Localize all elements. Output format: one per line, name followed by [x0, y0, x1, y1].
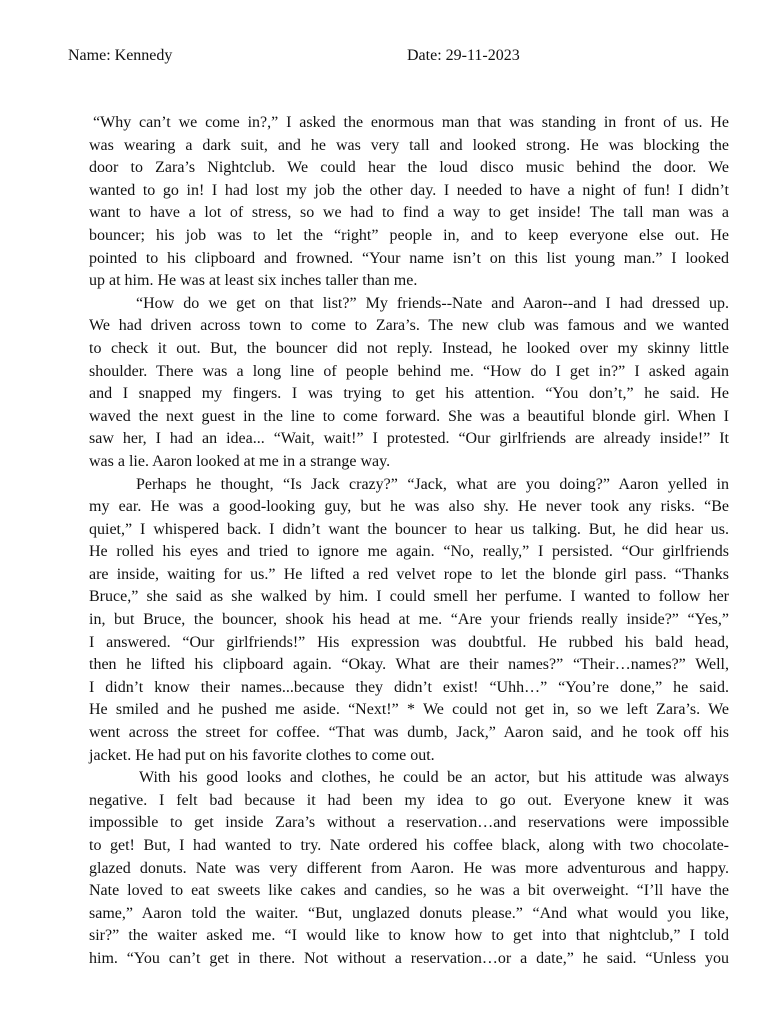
- text-line: impossible to get inside Zara’s without a reservation…and reservations were impossible: [89, 814, 729, 832]
- text-line: “How do we get on that list?” My friends--Nate and Aaron--and I had dressed up.: [136, 294, 729, 312]
- text-line: I answered. “Our girlfriends!” His expression was doubtful. He rubbed his bald head,: [89, 633, 729, 651]
- text-line: was a lie. Aaron looked at me in a strange way.: [89, 452, 391, 470]
- text-line: wanted to go in! I had lost my job the other day. I needed to have a night of fun! I didn’t: [89, 181, 729, 199]
- text-line: door to Zara’s Nightclub. We could hear the loud disco music behind the door. We: [89, 159, 729, 177]
- text-line: in, but Bruce, the bouncer, shook his head at me. “Are your friends really inside?” “Yes,”: [89, 611, 729, 629]
- text-line: “Why can’t we come in?,” I asked the enormous man that was standing in front of us. He: [93, 114, 729, 131]
- student-name: Name: Kennedy: [68, 47, 173, 64]
- text-line: Perhaps he thought, “Is Jack crazy?” “Jack, what are you doing?” Aaron yelled in: [136, 475, 729, 493]
- text-line: He rolled his eyes and tried to ignore me again. “No, really,” I persisted. “Our girlfriends: [89, 543, 729, 561]
- text-line: pointed to his clipboard and frowned. “Your name isn’t on this list young man.” I looked: [89, 249, 729, 267]
- text-line: He smiled and he pushed me aside. “Next!” * We could not get in, so we left Zara’s. We: [89, 701, 729, 719]
- text-line: bouncer; his job was to let the “right” people in, and to keep everyone else out. He: [89, 226, 729, 244]
- text-line: quiet,” I whispered back. I didn’t want the bouncer to hear us talking. But, he did hear us.: [89, 520, 729, 538]
- text-line: saw her, I had an idea... “Wait, wait!” I protested. “Our girlfriends are already inside!” It: [89, 430, 729, 448]
- text-line: same,” Aaron told the waiter. “But, unglazed donuts please.” “And what would you like,: [89, 904, 729, 922]
- text-line: shoulder. There was a long line of people behind me. “How do I get in?” I asked again: [89, 362, 729, 380]
- text-line: went across the street for coffee. “That was dumb, Jack,” Aaron said, and he took off his: [89, 724, 729, 742]
- text-line: I didn’t know their names...because they didn’t exist! “Uhh…” “You’re done,” he said.: [89, 678, 729, 696]
- text-line: to get! But, I had wanted to try. Nate ordered his coffee black, along with two chocolate-: [89, 837, 729, 854]
- text-line: was wearing a dark suit, and he was very tall and looked strong. He was blocking the: [89, 136, 729, 154]
- text-line: sir?” the waiter asked me. “I would like to know how to get into that nightclub,” I told: [89, 927, 729, 945]
- text-line: Bruce,” she said as she walked by him. I could smell her perfume. I wanted to follow her: [89, 588, 729, 606]
- story-body: [89, 112, 729, 971]
- text-line: Nate loved to eat sweets like cakes and candies, so he was a bit overweight. “I’ll have the: [89, 882, 729, 900]
- text-line: and I snapped my fingers. I was trying to get his attention. “You don’t,” he said. He: [89, 385, 729, 403]
- text-line: jacket. He had put on his favorite clothes to come out.: [89, 746, 435, 764]
- text-line: are inside, waiting for us.” He lifted a red velvet rope to let the blonde girl pass. “Thanks: [89, 565, 729, 583]
- text-line: to check it out. But, the bouncer did not reply. Instead, he looked over my skinny little: [89, 339, 729, 357]
- text-line: my ear. He was a good-looking guy, but he was also shy. He never took any risks. “Be: [89, 498, 729, 516]
- text-line: We had driven across town to come to Zara’s. The new club was famous and we wanted: [89, 317, 729, 335]
- text-line: then he lifted his clipboard again. “Okay. What are their names?” “Their…names?” Well,: [89, 656, 729, 674]
- text-line: glazed donuts. Nate was very different from Aaron. He was more adventurous and happy.: [89, 859, 729, 877]
- text-line: up at him. He was at least six inches taller than me.: [89, 272, 418, 290]
- text-line: With his good looks and clothes, he could be an actor, but his attitude was always: [139, 769, 729, 787]
- text-line: waved the next guest in the line to come forward. She was a beautiful blonde girl. When I: [89, 407, 729, 425]
- text-line: him. “You can’t get in there. Not without a reservation…or a date,” he said. “Unless you: [89, 949, 729, 967]
- text-line: want to have a lot of stress, so we had to find a way to get inside! The tall man was a: [89, 204, 729, 222]
- document-date: Date: 29-11-2023: [407, 47, 520, 64]
- text-line: negative. I felt bad because it had been my idea to go out. Everyone knew it was: [89, 791, 729, 809]
